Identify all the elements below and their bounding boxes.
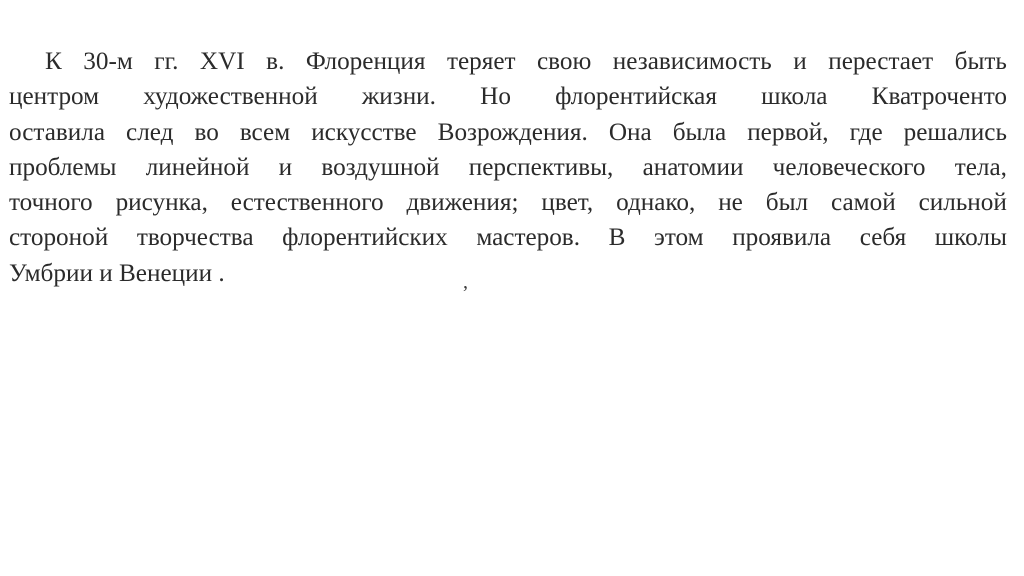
word: стороной bbox=[9, 224, 109, 252]
word: цвет, bbox=[541, 189, 594, 217]
word: в. bbox=[266, 48, 285, 75]
word: проявила bbox=[732, 224, 832, 252]
word: гг. bbox=[154, 48, 179, 75]
word: след bbox=[126, 118, 174, 146]
body-paragraph bbox=[9, 44, 1007, 291]
word: движения; bbox=[406, 189, 519, 217]
word: теряет bbox=[446, 48, 516, 75]
word: Она bbox=[608, 118, 652, 146]
word: воздушной bbox=[321, 153, 440, 181]
word: творчества bbox=[136, 224, 254, 252]
word: и bbox=[793, 48, 807, 75]
word: перспективы, bbox=[468, 153, 614, 181]
word: тела, bbox=[954, 153, 1007, 181]
word: анатомии bbox=[642, 153, 744, 181]
paragraph-line bbox=[9, 115, 1007, 150]
word: В bbox=[608, 224, 626, 252]
word: проблемы bbox=[9, 153, 117, 181]
word: Но bbox=[480, 83, 511, 111]
word: флорентийских bbox=[282, 224, 448, 252]
word: XVI bbox=[199, 48, 245, 75]
word: перестает bbox=[828, 48, 934, 75]
word: был bbox=[765, 189, 809, 217]
word: всем bbox=[239, 118, 291, 146]
paragraph-line bbox=[9, 220, 1007, 255]
paragraph-last-line: Умбрии и Венеции . bbox=[9, 259, 225, 287]
word: школы bbox=[934, 224, 1007, 252]
word: где bbox=[849, 118, 883, 146]
word: первой, bbox=[747, 118, 829, 146]
word: центром bbox=[9, 83, 100, 111]
paragraph-line bbox=[9, 185, 1007, 220]
stray-comma-mark: , bbox=[463, 271, 468, 293]
word: была bbox=[672, 118, 727, 146]
paragraph-line bbox=[9, 79, 1007, 114]
word: решались bbox=[903, 118, 1007, 146]
word: искусстве bbox=[311, 118, 417, 146]
word: не bbox=[718, 189, 743, 217]
word: Флоренция bbox=[305, 48, 426, 75]
word: быть bbox=[954, 48, 1007, 75]
word: во bbox=[194, 118, 219, 146]
word: Кватроченто bbox=[871, 83, 1007, 111]
word: К bbox=[45, 48, 62, 75]
word: однако, bbox=[616, 189, 696, 217]
word: естественного bbox=[230, 189, 384, 217]
word: сильной bbox=[918, 189, 1007, 217]
word: человеческого bbox=[772, 153, 926, 181]
word: флорентийская bbox=[555, 83, 717, 111]
word: и bbox=[278, 153, 293, 181]
word: себя bbox=[859, 224, 907, 252]
paragraph-line bbox=[9, 150, 1007, 185]
word: мастеров. bbox=[476, 224, 581, 252]
word: жизни. bbox=[361, 83, 436, 111]
word: 30-м bbox=[83, 48, 133, 75]
word: точного bbox=[9, 189, 93, 217]
word: этом bbox=[654, 224, 704, 252]
word: оставила bbox=[9, 118, 106, 146]
paragraph-line bbox=[9, 44, 1007, 79]
word: свою bbox=[537, 48, 592, 75]
word: независимость bbox=[612, 48, 772, 75]
word: самой bbox=[831, 189, 896, 217]
word: школа bbox=[761, 83, 828, 111]
word: Возрождения. bbox=[437, 118, 588, 146]
word: художественной bbox=[143, 83, 318, 111]
word: линейной bbox=[145, 153, 250, 181]
word: рисунка, bbox=[115, 189, 208, 217]
